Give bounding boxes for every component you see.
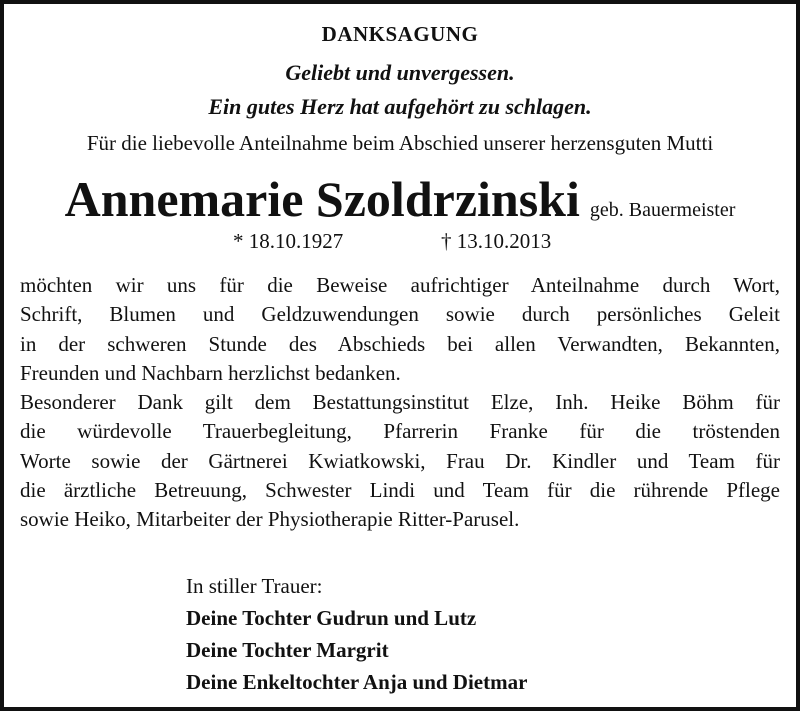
death-date: † 13.10.2013 <box>441 229 552 253</box>
birth-date: * 18.10.1927 <box>233 229 344 253</box>
deceased-name: Annemarie Szoldrzinski <box>64 171 580 227</box>
mourning-lead: In stiller Trauer: <box>186 574 323 598</box>
mourner-name: Deine Tochter Margrit <box>186 638 389 662</box>
thanks-body <box>20 271 780 535</box>
thanks-line: Freunden und Nachbarn herzlichst bedanken. <box>20 360 401 385</box>
thanks-line: in der schweren Stunde des Abschieds bei allen Verwandten, Bekannten, <box>20 331 780 356</box>
thanks-line: Schrift, Blumen und Geldzuwendungen sowie durch persönliches Geleit <box>20 302 780 327</box>
intro-text: Für die liebevolle Anteilnahme beim Abschied unserer herzensguten Mutti <box>86 131 714 155</box>
maiden-name: geb. Bauermeister <box>589 199 736 221</box>
special-thanks-line: sowie Heiko, Mitarbeiter der Physiotherapie Ritter-Parusel. <box>20 507 520 532</box>
motto-line-1: Geliebt und unvergessen. <box>285 60 515 85</box>
special-thanks-line: Besonderer Dank gilt dem Bestattungsinstitut Elze, Inh. Heike Böhm für <box>20 390 780 415</box>
notice-heading: DANKSAGUNG <box>321 22 479 46</box>
special-thanks-line: die würdevolle Trauerbegleitung, Pfarrerin Franke für die tröstenden <box>20 419 780 444</box>
mourner-name: Deine Tochter Gudrun und Lutz <box>186 606 477 630</box>
special-thanks-line: die ärztliche Betreuung, Schwester Lindi und Team für die rührende Pflege <box>20 478 780 503</box>
deceased-name-line <box>0 170 800 228</box>
special-thanks-line: Worte sowie der Gärtnerei Kwiatkowski, Frau Dr. Kindler und Team für <box>20 448 780 473</box>
special-thanks-paragraph <box>20 388 780 534</box>
thanks-paragraph <box>20 271 780 388</box>
thanks-line: möchten wir uns für die Beweise aufrichtiger Anteilnahme durch Wort, <box>20 273 780 297</box>
mourners-block <box>186 570 527 698</box>
mourner-name: Deine Enkeltochter Anja und Dietmar <box>186 670 528 694</box>
motto-line-2: Ein gutes Herz hat aufgehört zu schlagen. <box>208 94 592 119</box>
